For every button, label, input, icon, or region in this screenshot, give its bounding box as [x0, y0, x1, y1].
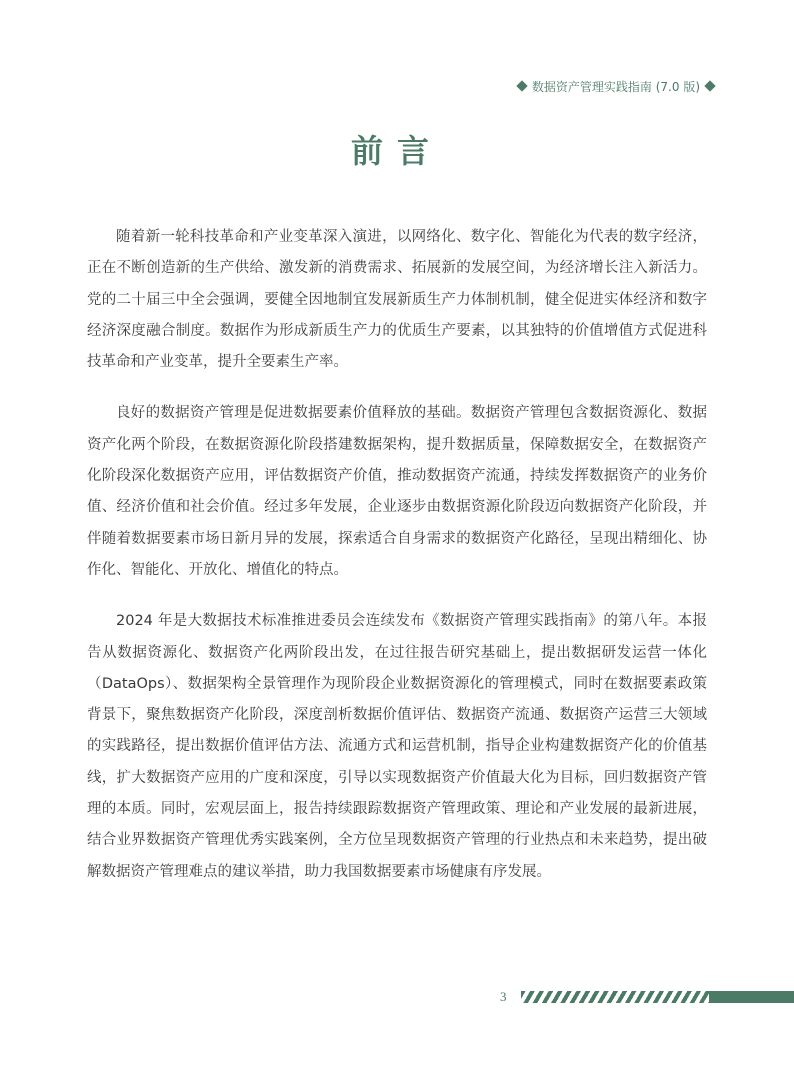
striped-decoration [521, 991, 709, 1003]
running-title: 数据资产管理实践指南 (7.0 版) [531, 79, 700, 94]
page-number: 3 [500, 989, 507, 1004]
diamond-right-icon [704, 80, 715, 91]
diamond-left-icon [516, 80, 527, 91]
running-header [518, 76, 714, 96]
page-footer [500, 988, 794, 1006]
body-text [87, 222, 707, 908]
paragraph: 2024 年是大数据技术标准推进委员会连续发布《数据资产管理实践指南》的第八年。本报告从数据资源化、数据资产化两阶段出发，在过往报告研究基础上，提出数据研发运营一体化（DataOps）、数据架构全景管理作为现阶段企业数据资源化的管理模式，同时在数据要素政策背景下，聚焦数据资产化阶段，深度剖析数据价值评估、数据资产流通、数据资产运营三大领域的实践路径，提出数据价值评估方法、流通方式和运营机制，指导企业构建数据资产化的价值基线，扩大数据资产应用的广度和深度，引导以实现数据资产价值最大化为目标，回归数据资产管理的本质。同时，宏观层面上，报告持续跟踪数据资产管理政策、理论和产业发展的最新进展，结合业界数据资产管理优秀实践案例，全方位呈现数据资产管理的行业热点和未来趋势，提出破解数据资产管理难点的建议举措，助力我国数据要素市场健康有序发展。 [87, 613, 707, 880]
solid-decoration [709, 991, 794, 1003]
paragraph: 随着新一轮科技革命和产业变革深入演进，以网络化、数字化、智能化为代表的数字经济，正在不断创造新的生产供给、激发新的消费需求、拓展新的发展空间，为经济增长注入新活力。党的二十届三中全会强调，要健全因地制宜发展新质生产力体制机制，健全促进实体经济和数字经济深度融合制度。数据作为形成新质生产力的优质生产要素，以其独特的价值增值方式促进科技革命和产业变革，提升全要素生产率。 [87, 229, 707, 371]
paragraph: 良好的数据资产管理是促进数据要素价值释放的基础。数据资产管理包含数据资源化、数据资产化两个阶段，在数据资源化阶段搭建数据架构，提升数据质量，保障数据安全，在数据资产化阶段深化数据资产应用，评估数据资产价值，推动数据资产流通，持续发挥数据资产的业务价值、经济价值和社会价值。经过多年发展，企业逐步由数据资源化阶段迈向数据资产化阶段，并伴随着数据要素市场日新月异的发展，探索适合自身需求的数据资产化路径，呈现出精细化、协作化、智能化、开放化、增值化的特点。 [87, 405, 707, 578]
page-title: 前言 [350, 132, 443, 170]
